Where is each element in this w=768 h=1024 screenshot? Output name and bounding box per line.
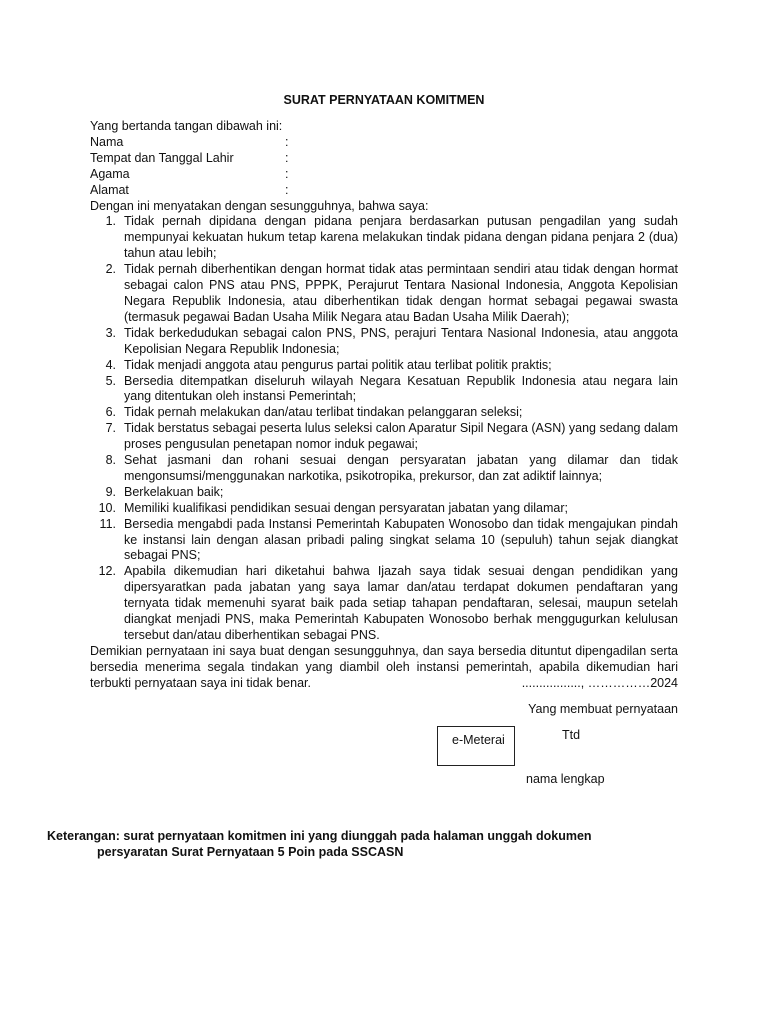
document-body: [90, 119, 678, 692]
statement-number: 2.: [105, 262, 116, 277]
statement-item: [90, 374, 678, 406]
signer-name-placeholder: nama lengkap: [526, 772, 605, 786]
statement-item: [90, 501, 678, 517]
statement-item: [90, 517, 678, 565]
statement-text: Tidak menjadi anggota atau pengurus partai politik atau terlibat politik praktis;: [124, 357, 552, 372]
field-label: Alamat: [90, 182, 129, 197]
field-address: [90, 183, 678, 199]
statement-item: [90, 358, 678, 374]
statement-item: [90, 405, 678, 421]
statement-number: 3.: [105, 325, 116, 340]
statement-item: [90, 453, 678, 485]
statement-list: [90, 214, 678, 643]
statement-item: [90, 421, 678, 453]
signature-mark: Ttd: [562, 728, 581, 742]
field-label: Nama: [90, 134, 124, 149]
field-colon: :: [285, 150, 289, 165]
statement-number: 8.: [105, 453, 116, 468]
statement-text: Tidak pernah diberhentikan dengan hormat tidak atas permintaan sendiri atau tidak dengan hormat sebagai calon PNS atau PNS, PPPK, Perajurut Tentara Nasional Indonesia, Anggota Kepolisian Negara Republik Indonesia, atau diberhentikan tidak dengan hormat sebagai pegawai swasta (termasuk pegawai Badan Usaha Milik Negara atau Badan Usaha Milik Daerah);: [124, 262, 678, 324]
statement-number: 6.: [105, 405, 116, 420]
statement-item: [90, 214, 678, 262]
field-name: [90, 135, 678, 151]
statement-text: Tidak berstatus sebagai peserta lulus seleksi calon Aparatur Sipil Negara (ASN) yang sedang dalam proses pengusulan penetapan nomor induk pegawai;: [124, 421, 679, 452]
statement-number: 10.: [98, 500, 116, 515]
statement-item: [90, 326, 678, 358]
statement-text: Tidak pernah melakukan dan/atau terlibat tindakan pelanggaran seleksi;: [124, 405, 523, 420]
signature-maker-label: Yang membuat pernyataan: [528, 702, 678, 716]
statement-item: [90, 485, 678, 501]
field-religion: [90, 167, 678, 183]
intro-text: Yang bertanda tangan dibawah ini:: [90, 119, 283, 133]
statement-number: 1.: [105, 214, 116, 229]
field-birth: [90, 151, 678, 167]
emeterai-label: e-Meterai: [452, 733, 505, 747]
closing-paragraph: Demikian pernyataan ini saya buat dengan sesungguhnya, dan saya bersedia dituntut dipengadilan serta bersedia menerima segala tindakan yang diambil oleh instansi pemerintah, apabila dikemudian hari terbukti pernyataan saya ini tidak benar.: [90, 643, 678, 690]
statement-text: Apabila dikemudian hari diketahui bahwa Ijazah saya tidak sesuai dengan pendidikan yang dipersyaratkan pada jabatan yang saya lamar dan/atau terdapat dokumen pendaftaran yang ternyata tidak memenuhi syarat baik pada setiap tahapan pendaftaran, selesai, maupun setelah diangkat menjadi PNS, maka Pemerintah Kabupaten Wonosobo berhak menggugurkan kelulusan tersebut dan/atau diberhentikan sebagai PNS.: [124, 564, 678, 642]
statement-number: 12.: [98, 564, 116, 579]
statement-number: 7.: [105, 421, 116, 436]
statement-number: 11.: [99, 516, 116, 531]
signature-place-date: ................., ……………2024: [521, 676, 678, 690]
statement-text: Tidak pernah dipidana dengan pidana penjara berdasarkan putusan pengadilan yang sudah mempunyai kekuatan hukum tetap karena melakukan tindak pidana dengan pidana penjara 2 (dua) tahun atau lebih;: [124, 214, 678, 261]
statement-text: Memiliki kualifikasi pendidikan sesuai dengan persyaratan jabatan yang dilamar;: [124, 500, 569, 515]
document-title: SURAT PERNYATAAN KOMITMEN: [283, 93, 485, 107]
statement-text: Bersedia mengabdi pada Instansi Pemerintah Kabupaten Wonosobo dan tidak mengajukan pindah ke instansi lain dengan alasan pribadi paling singkat selama 10 (sepuluh) tahun sejak diangkat sebagai PNS;: [124, 516, 678, 563]
note-line-1: Keterangan: surat pernyataan komitmen ini yang diunggah pada halaman unggah dokumen: [47, 829, 592, 843]
field-colon: :: [285, 182, 289, 197]
note-line-2: persyaratan Surat Pernyataan 5 Poin pada SSCASN: [97, 845, 404, 859]
field-label: Agama: [90, 166, 130, 181]
field-label: Tempat dan Tanggal Lahir: [90, 150, 234, 165]
declaration-intro: Dengan ini menyatakan dengan sesungguhnya, bahwa saya:: [90, 198, 429, 213]
statement-item: [90, 262, 678, 326]
field-colon: :: [285, 134, 289, 149]
statement-number: 4.: [105, 357, 116, 372]
field-colon: :: [285, 166, 289, 181]
statement-number: 9.: [105, 484, 116, 499]
emeterai-stamp-box: [437, 726, 515, 766]
statement-text: Bersedia ditempatkan diseluruh wilayah Negara Kesatuan Republik Indonesia atau negara lain yang ditentukan oleh instansi Pemerintah;: [124, 373, 678, 404]
statement-number: 5.: [105, 373, 116, 388]
statement-item: [90, 564, 678, 644]
statement-text: Tidak berkedudukan sebagai calon PNS, PNS, perajuri Tentara Nasional Indonesia, atau anggota Kepolisian Negara Republik Indonesia;: [124, 325, 678, 356]
statement-text: Berkelakuan baik;: [124, 484, 224, 499]
statement-text: Sehat jasmani dan rohani sesuai dengan persyaratan jabatan yang dilamar dan tidak mengonsumsi/menggunakan narkotika, psikotropika, prekursor, dan zat adiktif lainnya;: [124, 453, 678, 483]
